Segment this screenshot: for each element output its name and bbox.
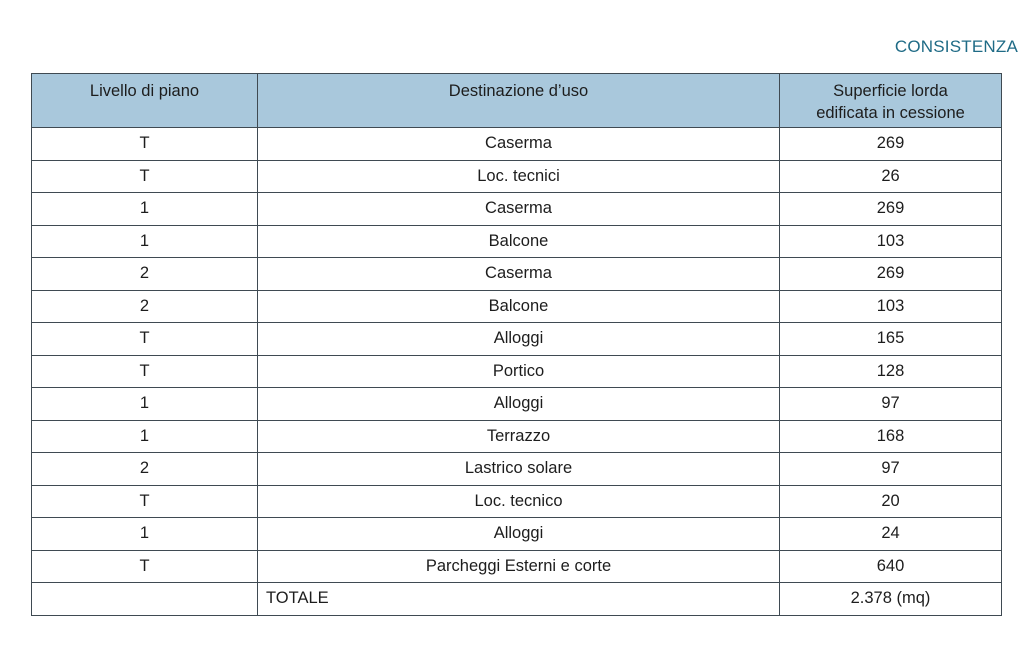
cell-level: T xyxy=(32,485,258,518)
header-surface-line2: edificata in cessione xyxy=(816,104,965,122)
cell-use: Alloggi xyxy=(258,518,780,551)
cell-level: 2 xyxy=(32,290,258,323)
table-row xyxy=(32,128,1002,161)
cell-use: Caserma xyxy=(258,258,780,291)
table-row xyxy=(32,485,1002,518)
total-empty-cell xyxy=(32,583,258,616)
cell-level: 1 xyxy=(32,225,258,258)
cell-surface: 165 xyxy=(780,323,1002,356)
cell-surface: 168 xyxy=(780,420,1002,453)
cell-level: 1 xyxy=(32,420,258,453)
cell-level: T xyxy=(32,355,258,388)
cell-surface: 97 xyxy=(780,388,1002,421)
cell-level: T xyxy=(32,323,258,356)
cell-surface: 103 xyxy=(780,290,1002,323)
table-row xyxy=(32,420,1002,453)
cell-use: Caserma xyxy=(258,193,780,226)
cell-level: 1 xyxy=(32,388,258,421)
cell-surface: 20 xyxy=(780,485,1002,518)
cell-surface: 128 xyxy=(780,355,1002,388)
header-surface xyxy=(780,74,1002,128)
cell-surface: 103 xyxy=(780,225,1002,258)
table-row xyxy=(32,453,1002,486)
header-level: Livello di piano xyxy=(32,74,258,128)
cell-surface: 269 xyxy=(780,193,1002,226)
cell-level: T xyxy=(32,160,258,193)
header-use: Destinazione d’uso xyxy=(258,74,780,128)
cell-use: Balcone xyxy=(258,290,780,323)
cell-level: T xyxy=(32,550,258,583)
table-row xyxy=(32,518,1002,551)
cell-use: Balcone xyxy=(258,225,780,258)
cell-use: Parcheggi Esterni e corte xyxy=(258,550,780,583)
section-heading: CONSISTENZA xyxy=(894,37,1018,56)
cell-use: Caserma xyxy=(258,128,780,161)
cell-surface: 24 xyxy=(780,518,1002,551)
table-body xyxy=(32,128,1002,616)
table-row xyxy=(32,258,1002,291)
total-label: TOTALE xyxy=(258,583,780,616)
consistenza-table xyxy=(31,73,1002,616)
table-row xyxy=(32,225,1002,258)
table-row xyxy=(32,355,1002,388)
cell-use: Alloggi xyxy=(258,323,780,356)
cell-level: T xyxy=(32,128,258,161)
cell-surface: 269 xyxy=(780,258,1002,291)
cell-level: 2 xyxy=(32,453,258,486)
cell-use: Alloggi xyxy=(258,388,780,421)
table-row xyxy=(32,550,1002,583)
cell-use: Lastrico solare xyxy=(258,453,780,486)
cell-use: Portico xyxy=(258,355,780,388)
header-row xyxy=(32,74,1002,128)
cell-surface: 26 xyxy=(780,160,1002,193)
cell-surface: 269 xyxy=(780,128,1002,161)
table-header xyxy=(32,74,1002,128)
cell-level: 1 xyxy=(32,193,258,226)
cell-surface: 97 xyxy=(780,453,1002,486)
table-row xyxy=(32,290,1002,323)
cell-level: 1 xyxy=(32,518,258,551)
cell-use: Loc. tecnici xyxy=(258,160,780,193)
total-value: 2.378 (mq) xyxy=(780,583,1002,616)
table-row xyxy=(32,388,1002,421)
header-surface-line1: Superficie lorda xyxy=(833,82,948,100)
cell-use: Loc. tecnico xyxy=(258,485,780,518)
table-row xyxy=(32,160,1002,193)
total-row xyxy=(32,583,1002,616)
table-row xyxy=(32,193,1002,226)
table-row xyxy=(32,323,1002,356)
cell-level: 2 xyxy=(32,258,258,291)
cell-use: Terrazzo xyxy=(258,420,780,453)
cell-surface: 640 xyxy=(780,550,1002,583)
